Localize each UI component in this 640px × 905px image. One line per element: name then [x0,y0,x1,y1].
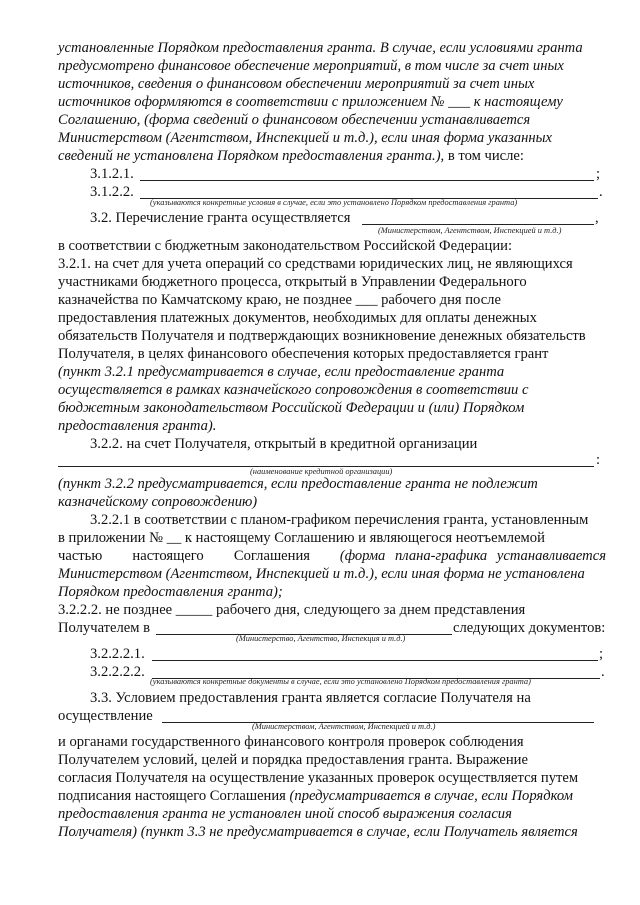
text-regular: подписания настоящего Соглашения [58,788,286,804]
text-line: 3.2.2.2. не позднее _____ рабочего дня, следующего за днем представления [58,602,526,618]
text-line: (пункт 3.2.2 предусматривается, если предоставление гранта не подлежит [58,476,538,492]
punctuation: ; [596,166,601,182]
text-italic: сведений не установлена Порядком предоставления гранта.), [58,148,445,164]
text-line: (пункт 3.2.1 предусматривается в случае, если предоставление гранта [58,364,505,380]
text-line: Порядком предоставления гранта); [58,584,283,600]
clause-number: 3.2.2.2.2. [90,664,145,680]
punctuation: : [596,452,601,468]
clause-number: 3.1.2.2. [90,184,134,200]
text-line: предусмотрено финансовое обеспечение мероприятий, в том числе за счет иных [58,58,564,74]
text-italic: (форма плана-графика устанавливается [339,548,606,564]
text-line: Получателем условий, целей и порядка предоставления гранта. Выражение [58,752,528,768]
field-caption: (Министерство, Агентство, Инспекция и т.д.) [236,634,406,643]
text-line: в приложении № __ к настоящему Соглашению и являющегося неотъемлемой [58,530,545,546]
blank-line [140,180,594,181]
clause-number: 3.2.2.2.1. [90,646,145,662]
text-line: Соглашению, (форма сведений о финансовом обеспечении устанавливается [58,112,531,128]
text-line: осуществление [58,708,153,724]
text-line [58,824,606,842]
text-line: Министерством (Агентством, Инспекцией и т.д.), если иная форма указанных [58,130,552,146]
text-line: казначейскому сопровождению) [58,494,258,510]
text-line [58,148,606,166]
punctuation: . [601,664,605,680]
text-line: и органами государственного финансового контроля проверок соблюдения [58,734,524,750]
text-line: обязательств Получателя и подтверждающих возникновение денежных обязательств [58,328,586,344]
field-caption: (Министерством, Агентством, Инспекцией и т.д.) [252,722,436,731]
text-line: 3.3. Условием предоставления гранта является согласие Получателя на [90,690,531,706]
text-line [58,548,606,566]
blank-line [152,660,598,661]
text-line: следующих документов: [453,620,606,636]
text-line: в соответствии с бюджетным законодательством Российской Федерации: [58,238,513,254]
text-line: согласия Получателя на осуществление указанных проверок осуществляется путем [58,770,579,786]
blank-line [362,224,594,225]
text-line: предоставления платежных документов, необходимых для оплаты денежных [58,310,537,326]
text-line: источников, сведения о финансовом обеспечении мероприятий за счет иных [58,76,535,92]
text-line: Получателем в [58,620,151,636]
punctuation: , [595,210,599,226]
text-line: 3.2.2. на счет Получателя, открытый в кредитной организации [90,436,478,452]
text-line: Получателя, в целях финансового обеспечения которых предоставляется грант [58,346,549,362]
text-line: Министерством (Агентством, Инспекцией и т.д.), если иная форма не установлена [58,566,585,582]
text-regular: в том числе: [444,148,524,164]
text-line: участниками бюджетного процесса, открытый в Управлении Федерального [58,274,527,290]
punctuation: . [599,184,603,200]
text-line: осуществляется в рамках казначейского сопровождения в соответствии с [58,382,529,398]
text-line: источников оформляются в соответствии с приложением № ___ к настоящему [58,94,563,110]
field-caption: (указываются конкретные условия в случае, если это установлено Порядком предоставления гранта) [150,198,518,207]
text-line: 3.2. Перечисление гранта осуществляется [90,210,351,226]
text-line: бюджетным законодательством Российской Федерации и (или) Порядком [58,400,525,416]
text-line: предоставления гранта). [58,418,217,434]
field-caption: (Министерством, Агентством, Инспекцией и т.д.) [378,226,562,235]
text-line: казначейства по Камчатскому краю, не позднее ___ рабочего дня после [58,292,501,308]
clause-number: 3.1.2.1. [90,166,134,182]
text-line: 3.2.1. на счет для учета операций со средствами юридических лиц, не являющихся [58,256,573,272]
field-caption: (указываются конкретные документы в случае, если это установлено Порядком предоставления гранта) [150,677,531,686]
text-line: установленные Порядком предоставления гранта. В случае, если условиями гранта [58,40,583,56]
text-regular: частью настоящего Соглашения [58,548,310,564]
text-line [58,788,606,806]
punctuation: ; [599,646,604,662]
text-italic: (пункт 3.3 не предусматривается в случае, если Получатель является [137,824,578,840]
text-italic: (предусматривается в случае, если Порядком [285,788,573,804]
text-line: предоставления гранта не установлен иной способ выражения согласия [58,806,512,822]
field-caption: (наименование кредитной организации) [250,467,393,476]
text-line: 3.2.2.1 в соответствии с планом-графиком перечисления гранта, установленным [90,512,589,528]
text-italic: Получателя) [58,824,138,840]
